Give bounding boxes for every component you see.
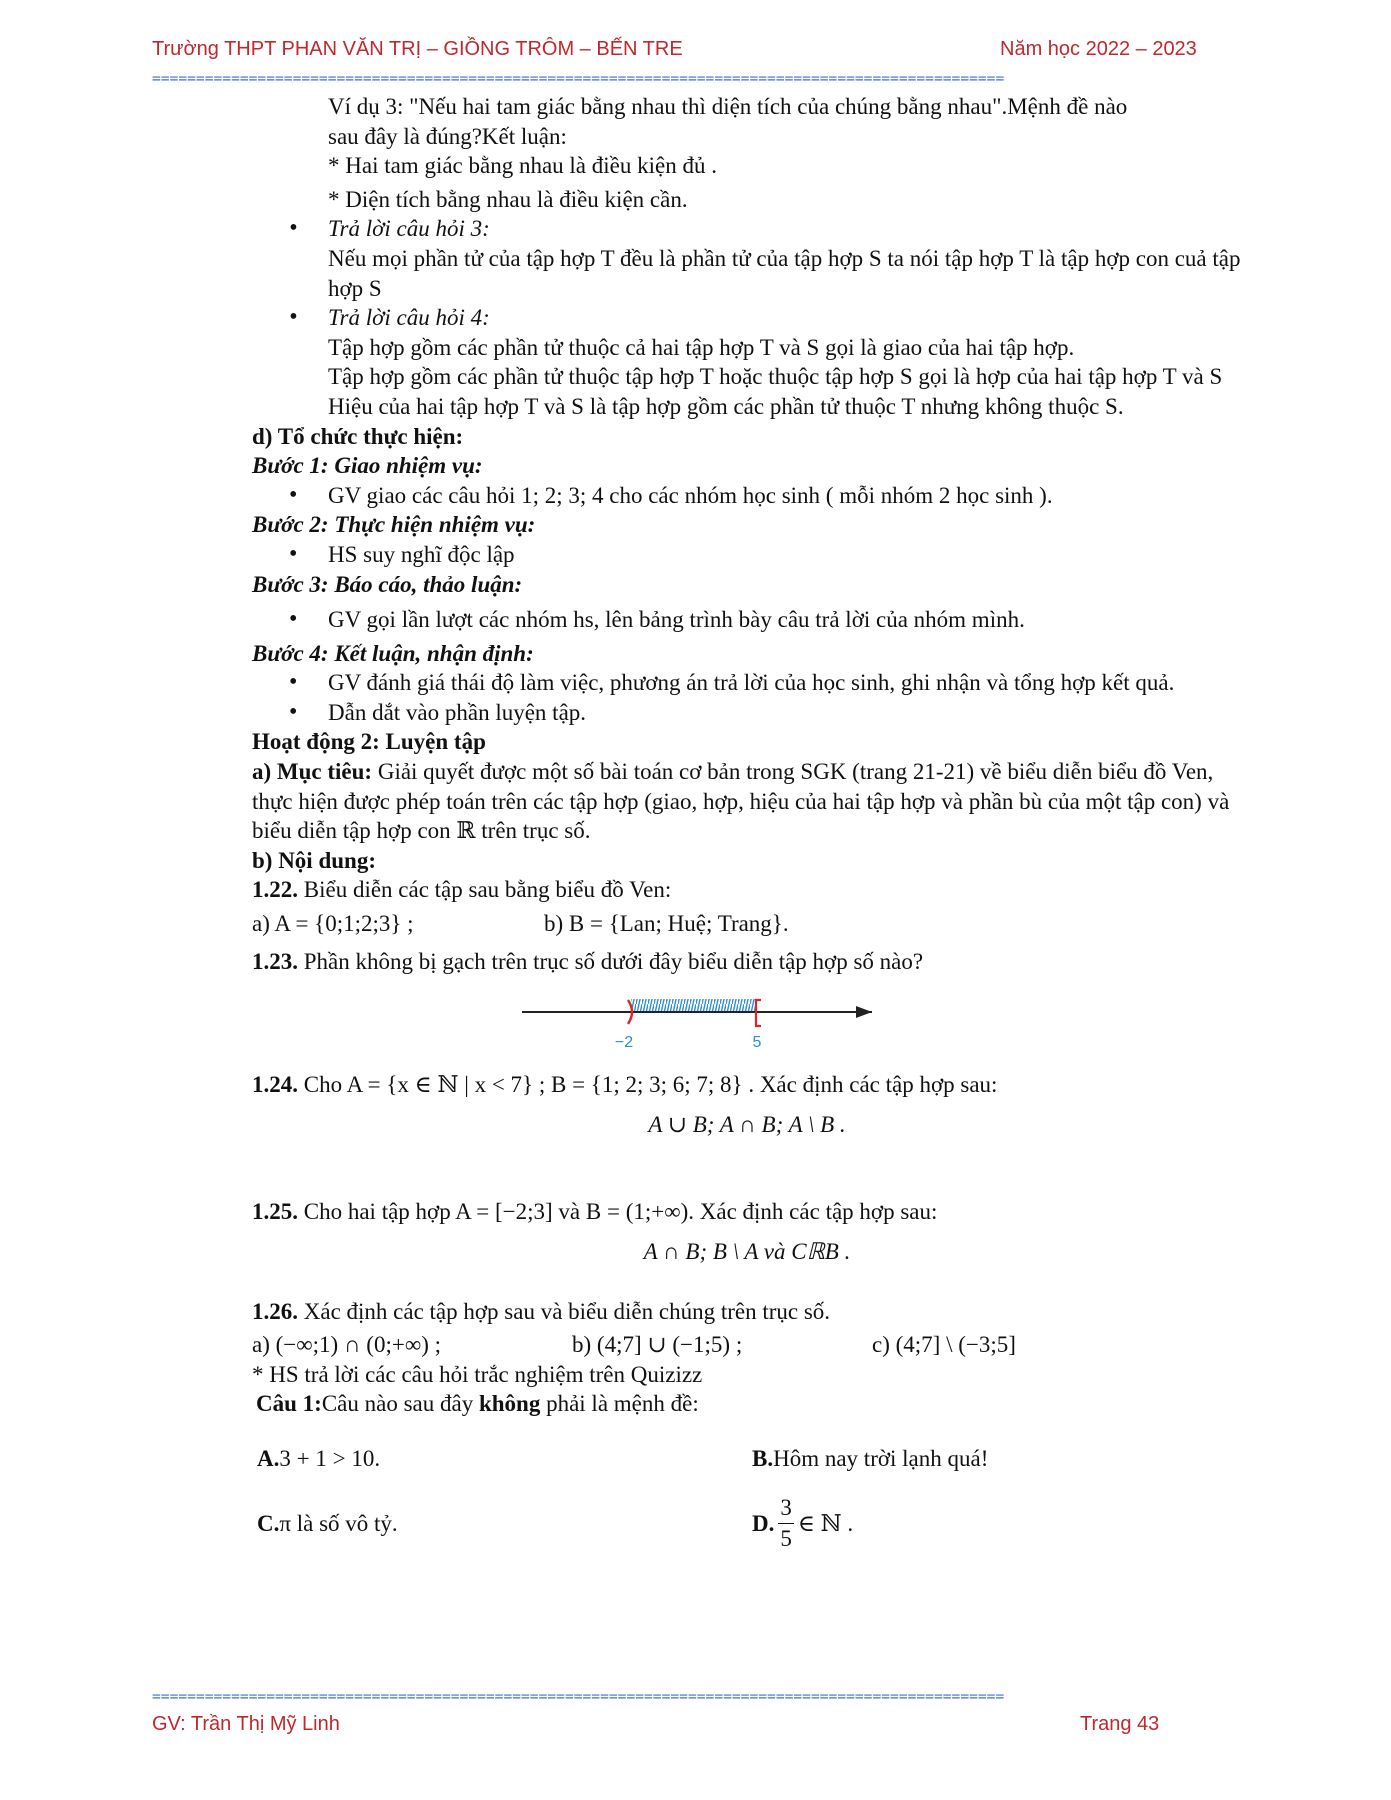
option-c-text: π là số vô tỷ.	[279, 1511, 398, 1537]
header-school: Trường THPT PHAN VĂN TRỊ – GIỒNG TRÔM – BẾN TRE	[152, 38, 683, 60]
activity2-goal	[252, 757, 1242, 846]
ex122-b: b) B = {Lan; Huệ; Trang}.	[544, 911, 789, 937]
ex123-text: Phần không bị gạch trên trục số dưới đây biểu diễn tập hợp số nào?	[298, 948, 924, 974]
ex124-num: 1.24.	[252, 1072, 298, 1098]
ex122-a: a) A = {0;1;2;3} ;	[252, 911, 414, 937]
goal-label: a) Mục tiêu:	[252, 759, 373, 785]
ex126-c: c) (4;7] \ (−3;5]	[872, 1332, 1016, 1358]
ex126-text: Xác định các tập hợp sau và biểu diễn chúng trên trục số.	[298, 1298, 831, 1324]
option-c-label: C.	[257, 1511, 280, 1537]
ex125-sets: A ∩ B; B \ A và CℝB .	[643, 1239, 851, 1264]
quiz-options	[257, 1433, 1242, 1563]
exercise-1-25	[252, 1197, 1242, 1227]
quiz-intro: * HS trả lời các câu hỏi trắc nghiệm trên Quizizz	[252, 1361, 703, 1387]
axis-arrow	[856, 1006, 872, 1018]
option-d-denominator: 5	[780, 1526, 792, 1552]
q1-pre: Câu nào sau đây	[321, 1391, 479, 1417]
organize-heading: d) Tổ chức thực hiện:	[252, 423, 464, 449]
answer4-label: • Trả lời câu hỏi 4:	[252, 303, 1242, 333]
answer3-label: • Trả lời câu hỏi 3:	[252, 214, 1242, 244]
exercise-1-26	[252, 1297, 1242, 1327]
option-d-numerator: 3	[778, 1493, 794, 1524]
answer3-text: Nếu mọi phần tử của tập hợp T đều là phần tử của tập hợp S ta nói tập hợp T là tập hợp con cuả tập hợp S	[328, 245, 1241, 301]
option-b-label: B.	[752, 1446, 774, 1472]
example-line2: sau đây là đúng?Kết luận:	[328, 123, 567, 149]
footer-rule: =================================================================================================	[152, 1690, 1005, 1704]
step1-heading: Bước 1: Giao nhiệm vụ:	[252, 453, 483, 479]
q1-post: phải là mệnh đề:	[540, 1391, 699, 1417]
step1-item: • GV giao các câu hỏi 1; 2; 3; 4 cho các nhóm học sinh ( mỗi nhóm 2 học sinh ).	[252, 481, 1242, 511]
option-d-fraction	[778, 1493, 794, 1554]
ex122-text: Biểu diễn các tập sau bằng biểu đồ Ven:	[298, 877, 672, 903]
header-year: Năm học 2022 – 2023	[1000, 38, 1197, 60]
option-b-text: Hôm nay trời lạnh quá!	[773, 1446, 989, 1472]
step4-heading: Bước 4: Kết luận, nhận định:	[252, 640, 534, 666]
q1-bold: không	[478, 1391, 541, 1417]
q1-label: Câu 1:	[256, 1391, 322, 1417]
step3-heading: Bước 3: Báo cáo, thảo luận:	[252, 571, 523, 597]
ex126-parts	[252, 1330, 1242, 1360]
option-a[interactable]	[257, 1433, 752, 1485]
exercise-1-22	[252, 875, 1242, 905]
content-label: b) Nội dung:	[252, 847, 376, 873]
ex125-num: 1.25.	[252, 1199, 298, 1225]
option-d[interactable]	[752, 1485, 1247, 1563]
step2-item: • HS suy nghĩ độc lập	[252, 540, 1242, 570]
conclusion-2: * Diện tích bằng nhau là điều kiện cần.	[328, 186, 688, 212]
ex122-parts	[252, 909, 1242, 939]
footer-page: Trang 43	[1080, 1713, 1160, 1735]
tick-label-right: 5	[752, 1034, 762, 1052]
ex126-num: 1.26.	[252, 1298, 298, 1324]
option-d-label: D.	[752, 1511, 775, 1537]
option-a-label: A.	[257, 1446, 280, 1472]
option-c[interactable]	[257, 1485, 752, 1563]
ex123-num: 1.23.	[252, 948, 298, 974]
header-rule: =================================================================================================	[152, 72, 1005, 86]
step3-item: • GV gọi lần lượt các nhóm hs, lên bảng trình bày câu trả lời của nhóm mình.	[252, 605, 1242, 635]
hatched-segment	[631, 999, 756, 1012]
ex124-text: Cho A = {x ∈ ℕ | x < 7} ; B = {1; 2; 3; 6; 7; 8} . Xác định các tập hợp sau:	[298, 1072, 998, 1098]
ex126-a: a) (−∞;1) ∩ (0;+∞) ;	[252, 1332, 442, 1358]
ex125-text: Cho hai tập hợp A = [−2;3] và B = (1;+∞). Xác định các tập hợp sau:	[298, 1199, 938, 1225]
answer4-line2: Tập hợp gồm các phần tử thuộc tập hợp T hoặc thuộc tập hợp S gọi là hợp của hai tập hợp T và S	[328, 364, 1223, 390]
answer4-line1: Tập hợp gồm các phần tử thuộc cả hai tập hợp T và S gọi là giao của hai tập hợp.	[328, 334, 1075, 360]
number-line	[252, 976, 1242, 1058]
tick-label-left: −2	[614, 1034, 634, 1052]
ex126-b: b) (4;7] ∪ (−1;5) ;	[572, 1332, 743, 1358]
step4-item2: • Dẫn dắt vào phần luyện tập.	[252, 698, 1242, 728]
page-content	[252, 92, 1242, 1563]
conclusion-1: * Hai tam giác bằng nhau là điều kiện đủ .	[328, 153, 717, 179]
example-line1: Ví dụ 3: "Nếu hai tam giác bằng nhau thì diện tích của chúng bằng nhau".Mệnh đề nào	[328, 94, 1128, 119]
option-a-text: 3 + 1 > 10.	[279, 1446, 381, 1472]
ex122-num: 1.22.	[252, 877, 298, 903]
exercise-1-23	[252, 947, 1242, 977]
ex124-sets: A ∪ B; A ∩ B; A \ B .	[648, 1111, 846, 1137]
answer4-line3: Hiệu của hai tập hợp T và S là tập hợp gồm các phần tử thuộc T nhưng không thuộc S.	[328, 393, 1124, 419]
footer-teacher: GV: Trần Thị Mỹ Linh	[152, 1713, 340, 1735]
quiz-question-1	[256, 1389, 1242, 1419]
exercise-1-24	[252, 1070, 1242, 1100]
activity2-title: Hoạt động 2: Luyện tập	[252, 729, 486, 755]
option-b[interactable]	[752, 1433, 1247, 1485]
step2-heading: Bước 2: Thực hiện nhiệm vụ:	[252, 512, 536, 538]
option-d-tail: ∈ ℕ .	[797, 1511, 854, 1537]
number-line-figure	[252, 976, 1242, 1058]
step4-item1: • GV đánh giá thái độ làm việc, phương án trả lời của học sinh, ghi nhận và tổng hợp kết quả.	[252, 668, 1242, 698]
goal-text: Giải quyết được một số bài toán cơ bản trong SGK (trang 21-21) về biểu diễn biểu đồ Ven, thực hiện được phép toán trên các tập hợp (giao, hợp, hiệu của hai tập hợp và phần bù của một tập con) và biểu diễn tập hợp con ℝ trên trục số.	[252, 759, 1230, 844]
